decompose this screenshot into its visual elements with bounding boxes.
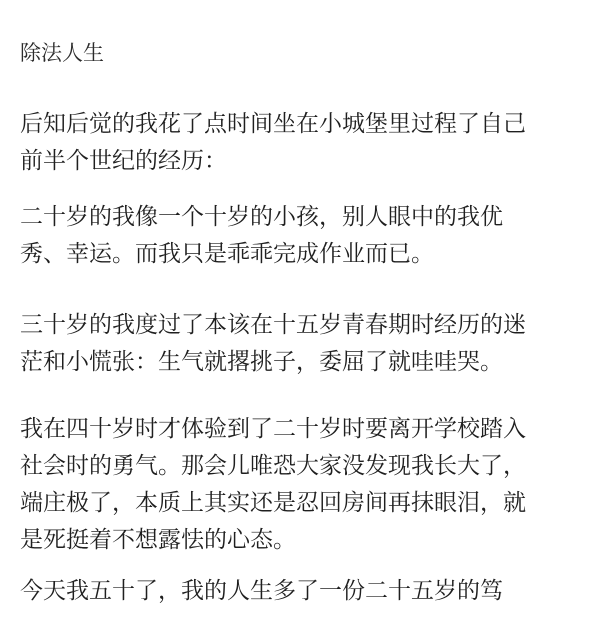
paragraph-line: 前半个世纪的经历： xyxy=(20,148,227,174)
paragraph-4 xyxy=(20,411,580,559)
paragraph-line: 秀、幸运。而我只是乖乖完成作业而已。 xyxy=(20,241,434,267)
paragraph-line: 后知后觉的我花了点时间坐在小城堡里过程了自己 xyxy=(20,111,526,137)
paragraph-line: 端庄极了，本质上其实还是忍回房间再抹眼泪，就 xyxy=(20,490,526,516)
paragraph-line: 今天我五十了，我的人生多了一份二十五岁的笃 xyxy=(20,578,503,604)
paragraph-5 xyxy=(20,573,580,610)
paragraph-2 xyxy=(20,199,580,273)
document-title: 除法人生 xyxy=(20,41,104,65)
paragraph-1 xyxy=(20,106,580,180)
paragraph-line: 三十岁的我度过了本该在十五岁青春期时经历的迷 xyxy=(20,312,526,338)
paragraph-line: 我在四十岁时才体验到了二十岁时要离开学校踏入 xyxy=(20,416,526,442)
paragraph-line: 茫和小慌张：生气就撂挑子，委屈了就哇哇哭。 xyxy=(20,349,503,375)
paragraph-line: 是死挺着不想露怯的心态。 xyxy=(20,527,296,553)
paragraph-3 xyxy=(20,307,580,381)
paragraph-line: 社会时的勇气。那会儿唯恐大家没发现我长大了， xyxy=(20,453,526,479)
paragraph-line: 二十岁的我像一个十岁的小孩，别人眼中的我优 xyxy=(20,204,503,230)
